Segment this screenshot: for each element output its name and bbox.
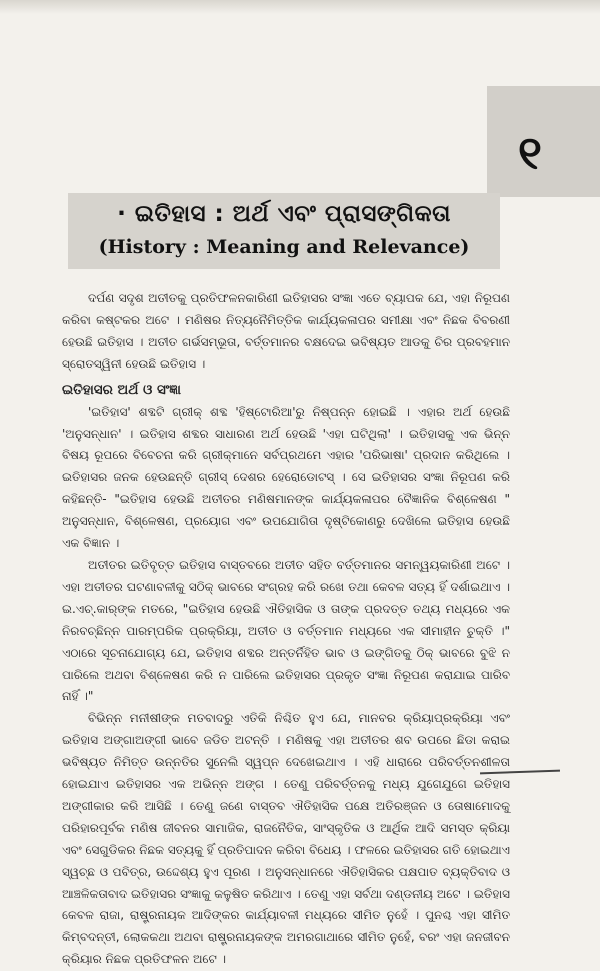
chapter-body bbox=[62, 288, 510, 971]
paragraph: ଅତୀତର ଇତିବୃତ୍ତ ଇତିହାସ ବାସ୍ତବରେ ଅତୀତ ସହିତ ବର୍ତ୍ତମାନର ସମନ୍ୱୟକାରିଣୀ ଅଟେ । ଏହା ଅତୀତର ଘଟଣାବଳୀକୁ ସଠିକ୍ ଭାବରେ ସଂଗ୍ରହ କରି ରଖେ ତଥା କେବଳ ସତ୍ୟ ହିଁ ଦର୍ଶାଇଥାଏ । ଇ.ଏଚ୍.କାର୍‌ଙ୍କ ମତରେ, "ଇତିହାସ ହେଉଛି ଐତିହାସିକ ଓ ତାଙ୍କ ପ୍ରଦତ୍ତ ତଥ୍ୟ ମଧ୍ୟରେ ଏକ ନିରବଚ୍ଛିନ୍ନ ପାରମ୍ପରିକ ପ୍ରକ୍ରିୟା, ଅତୀତ ଓ ବର୍ତ୍ତମାନ ମଧ୍ୟରେ ଏକ ସୀମାହୀନ ଚୁକ୍ତି ।" ଏଠାରେ ସୂଚନାଯୋଗ୍ୟ ଯେ, ଇତିହାସ ଶବ୍ଦର ଅନ୍ତର୍ନିହିତ ଭାବ ଓ ଇଙ୍ଗିତକୁ ଠିକ୍ ଭାବରେ ବୁଝି ନ ପାରିଲେ ଅଥବା ବିଶ୍ଳେଷଣ କରି ନ ପାରିଲେ ଇତିହାସର ପ୍ରକୃତ ସଂଜ୍ଞା ନିରୂପଣ କରାଯାଇ ପାରିବ ନାହିଁ ।" bbox=[62, 557, 510, 704]
page-edge bbox=[0, 0, 600, 14]
paragraph: ବିଭିନ୍ନ ମନୀଷୀଙ୍କ ମତବାଦରୁ ଏତିକି ନିଶ୍ଚିତ ହୁଏ ଯେ, ମାନବର କ୍ରିୟାପ୍ରକ୍ରିୟା ଏବଂ ଇତିହାସ ଅଙ୍ଗାଅଙ୍ଗୀ ଭାବେ ଜଡିତ ଅଟନ୍ତି । ମଣିଷକୁ ଏହା ଅତୀତର ଶବ ଉପରେ ଛିଡା କରାଇ ଭବିଷ୍ୟତ ନିମିତ୍ତ ଉନ୍ନତିର ସୁନେଲି ସ୍ୱପ୍ନ ଦେଖେଇଥାଏ । ଏହି ଧାରାରେ ପରିବର୍ତ୍ତନଶୀଳତା ହୋଇଯାଏ ଇତିହାସର ଏକ ଅଭିନ୍ନ ଅଙ୍ଗ । ତେଣୁ ପରିବର୍ତ୍ତନକୁ ମଧ୍ୟ ଯୁଗେଯୁଗେ ଇତିହାସ ଅଙ୍ଗୀକାର କରି ଆସିଛି । ତେଣୁ ଜଣେ ବାସ୍ତବ ଐତିହାସିକ ପକ୍ଷେ ଅତିରଞ୍ଜନ ଓ ତୋଷାମୋଦକୁ ପରିହାରପୂର୍ବକ ମଣିଷ ଜୀବନର ସାମାଜିକ, ରାଜନୈତିକ, ସାଂସ୍କୃତିକ ଓ ଆର୍ଥିକ ଆଦି ସମସ୍ତ କ୍ରିୟା ଏବଂ ସେଗୁଡିକର ନିଛକ ସତ୍ୟକୁ ହିଁ ପ୍ରତିପାଦନ କରିବା ବିଧେୟ । ଫଳରେ ଇତିହାସର ଗତି ହୋଇଥାଏ ସ୍ୱଚ୍ଛ ଓ ପବିତ୍ର, ଉଦ୍ଦେଶ୍ୟ ହୁଏ ପୂରଣ । ଅନୁସନ୍ଧାନରେ ଐତିହାସିକର ପକ୍ଷପାତ ବ୍ୟକ୍ତିବାଦ ଓ ଆଞ୍ଚଳିକତାବାଦ ଇତିହାସର ସଂଜ୍ଞାକୁ କଳୁଷିତ କରିଥାଏ । ତେଣୁ ଏହା ସର୍ବଥା ଦଣ୍ଡନୀୟ ଅଟେ । ଇତିହାସ କେବଳ ରାଜା, ରାଷ୍ଟ୍ରନାୟକ ଆଦିଙ୍କର କାର୍ଯ୍ୟାବଳୀ ମଧ୍ୟରେ ସୀମିତ ନୁହେଁ । ପୁନଶ୍ଚ ଏହା ସୀମିତ କିମ୍ବଦନ୍ତୀ, ଲୋକକଥା ଅଥବା ରାଷ୍ଟ୍ରନାୟକଙ୍କ ଅମରଗାଥାରେ ସୀମିତ ନୁହେଁ, ବରଂ ଏହା ଜନଜୀବନ କ୍ରିୟାର ନିଛକ ପ୍ରତିଫଳନ ଅଟେ । bbox=[62, 711, 510, 967]
chapter-number: ୧ bbox=[518, 126, 542, 180]
chapter-subtitle: (History : Meaning and Relevance) bbox=[98, 236, 470, 258]
paragraph: 'ଇତିହାସ' ଶବ୍ଦଟି ଗ୍ରୀକ୍ ଶବ୍ଦ 'ହିଷ୍ଟୋରିଆ'ରୁ ନିଷ୍ପନ୍ନ ହୋଇଛି । ଏହାର ଅର୍ଥ ହେଉଛି 'ଅନୁସନ୍ଧାନ' । ଇତିହାସ ଶବ୍ଦର ସାଧାରଣ ଅର୍ଥ ହେଉଛି 'ଏହା ଘଟିଥିଲା' । ଇତିହାସକୁ ଏକ ଭିନ୍ନ ବିଷୟ ରୂପରେ ବିବେଚନା କରି ଗ୍ରୀକ୍‌ମାନେ ସର୍ବପ୍ରଥମେ ଏହାର 'ପରିଭାଷା' ପ୍ରଦାନ କରିଥିଲେ । ଇତିହାସର ଜନକ ହେଉଛନ୍ତି ଗ୍ରୀସ୍ ଦେଶର ହେରୋଡୋଟସ୍ । ସେ ଇତିହାସର ସଂଜ୍ଞା ନିରୂପଣ କରି କହିଛନ୍ତି- "ଇତିହାସ ହେଉଛି ଅତୀତର ମଣିଷମାନଙ୍କ କାର୍ଯ୍ୟକଳାପର ବୈଜ୍ଞାନିକ ବିଶ୍ଳେଷଣ " ଅନୁସନ୍ଧାନ, ବିଶ୍ଳେଷଣ, ପ୍ରୟୋଗ ଏବଂ ଉପଯୋଗିତା ଦୃଷ୍ଟିକୋଣରୁ ଦେଖିଲେ ଇତିହାସ ହେଉଛି ଏକ ବିଜ୍ଞାନ । bbox=[62, 404, 510, 551]
chapter-title: · ଇତିହାସ : ଅର୍ଥ ଏବଂ ପ୍ରାସଙ୍ଗିକତା bbox=[117, 201, 451, 227]
section-heading: ଇତିହାସର ଅର୍ଥ ଓ ସଂଜ୍ଞା bbox=[62, 381, 181, 398]
paragraph: ଦର୍ପଣ ସଦୃଶ ଅତୀତକୁ ପ୍ରତିଫଳନକାରିଣୀ ଇତିହାସର ସଂଜ୍ଞା ଏତେ ବ୍ୟାପକ ଯେ, ଏହା ନିରୂପଣ କରିବା କଷ୍ଟକର ଅଟେ । ମଣିଷର ନିତ୍ୟନୈମିତ୍ତିକ କାର୍ଯ୍ୟକଳାପର ସମୀକ୍ଷା ଏବଂ ନିଛକ ବିବରଣୀ ହେଉଛି ଇତିହାସ । ଅତୀତ ଗର୍ଭସମ୍ଭୂତା, ବର୍ତ୍ତମାନର ବକ୍ଷଦେଇ ଭବିଷ୍ୟତ ଆଡକୁ ଚିର ପ୍ରବହମାନ ସ୍ରୋତସ୍ୱିନୀ ହେଉଛି ଇତିହାସ । bbox=[62, 291, 510, 371]
chapter-tab-connector bbox=[487, 185, 600, 197]
